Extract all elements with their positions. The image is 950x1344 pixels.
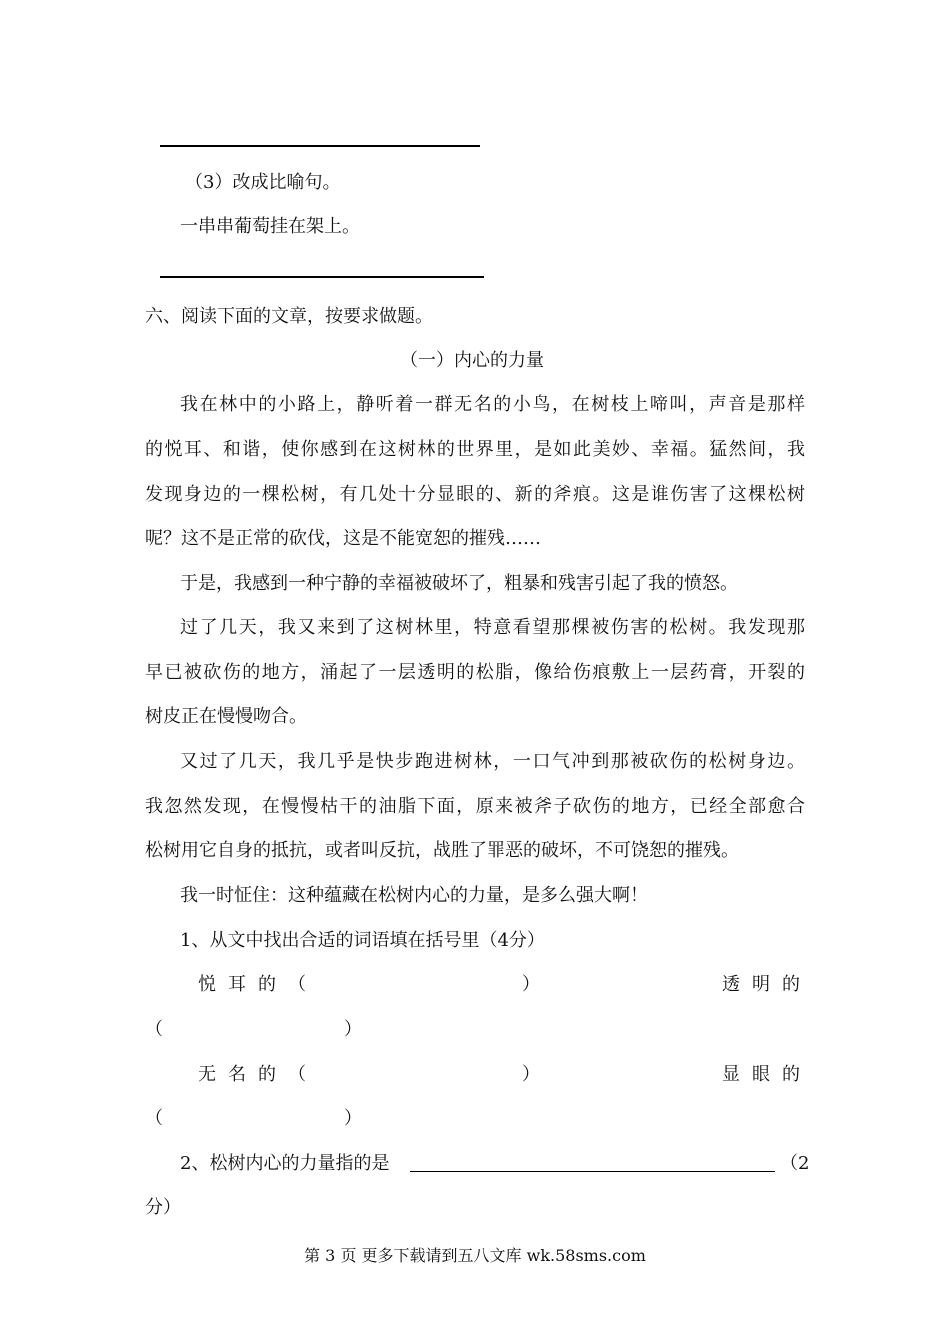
question-2-answer-line — [410, 1171, 775, 1172]
q1-item-d-close: ） — [344, 1108, 362, 1129]
article-title: （一）内心的力量 — [400, 350, 544, 371]
paragraph-1-line-2: 的悦耳、和谐，使你感到在这树林的世界里，是如此美妙、幸福。猛然间，我 — [145, 439, 805, 460]
q1-item-c: 无名的（ — [198, 1064, 318, 1085]
paragraph-4-line-1: 又过了几天，我几乎是快步跑进树林，一口气冲到那被砍伤的松树身边。 — [180, 751, 805, 772]
answer-line-1 — [160, 145, 480, 147]
paragraph-3-line-3: 树皮正在慢慢吻合。 — [145, 706, 307, 727]
question-1: 1、从文中找出合适的词语填在括号里（4分） — [180, 930, 545, 951]
question-2-points-cont: 分） — [145, 1197, 181, 1218]
answer-line-2 — [160, 276, 484, 278]
q1-item-b-close: ） — [344, 1019, 362, 1040]
page-footer: 第 3 页 更多下载请到五八文库 wk.58sms.com — [304, 1246, 646, 1265]
section6-heading: 六、阅读下面的文章，按要求做题。 — [145, 306, 433, 327]
q1-item-b-open: （ — [145, 1019, 163, 1040]
paragraph-1-line-4: 呢？这不是正常的砍伐，这是不能宽恕的摧残…… — [145, 528, 541, 549]
paragraph-1-line-3: 发现身边的一棵松树，有几处十分显眼的、新的斧痕。这是谁伤害了这棵松树 — [145, 484, 805, 505]
question-2-prefix: 2、松树内心的力量指的是 — [180, 1153, 390, 1174]
q1-item-d: 显眼的 — [722, 1064, 812, 1085]
q1-item-a-close: ） — [522, 974, 540, 995]
paragraph-4-line-3: 松树用它自身的抵抗，或者叫反抗，战胜了罪恶的破坏，不可饶恕的摧残。 — [145, 840, 739, 861]
paragraph-3-line-1: 过了几天，我又来到了这树林里，特意看望那棵被伤害的松树。我发现那 — [180, 617, 805, 638]
q1-item-b: 透明的 — [722, 974, 812, 995]
paragraph-4-line-2: 我忽然发现，在慢慢枯干的油脂下面，原来被斧子砍伤的地方，已经全部愈合 — [145, 796, 805, 817]
q3-sentence: 一串串葡萄挂在架上。 — [180, 216, 360, 237]
q1-item-d-open: （ — [145, 1108, 163, 1129]
q3-label: （3）改成比喻句。 — [185, 172, 341, 193]
question-2-points: （2 — [780, 1153, 810, 1174]
paragraph-3-line-2: 早已被砍伤的地方，涌起了一层透明的松脂，像给伤痕敷上一层药膏，开裂的 — [145, 662, 805, 683]
paragraph-2: 于是，我感到一种宁静的幸福被破坏了，粗暴和残害引起了我的愤怒。 — [180, 573, 738, 594]
paragraph-5: 我一时怔住：这种蕴藏在松树内心的力量，是多么强大啊！ — [180, 885, 648, 906]
q1-item-a: 悦耳的（ — [198, 974, 318, 995]
paragraph-1-line-1: 我在林中的小路上，静听着一群无名的小鸟，在树枝上啼叫，声音是那样 — [180, 394, 805, 415]
q1-item-c-close: ） — [522, 1064, 540, 1085]
